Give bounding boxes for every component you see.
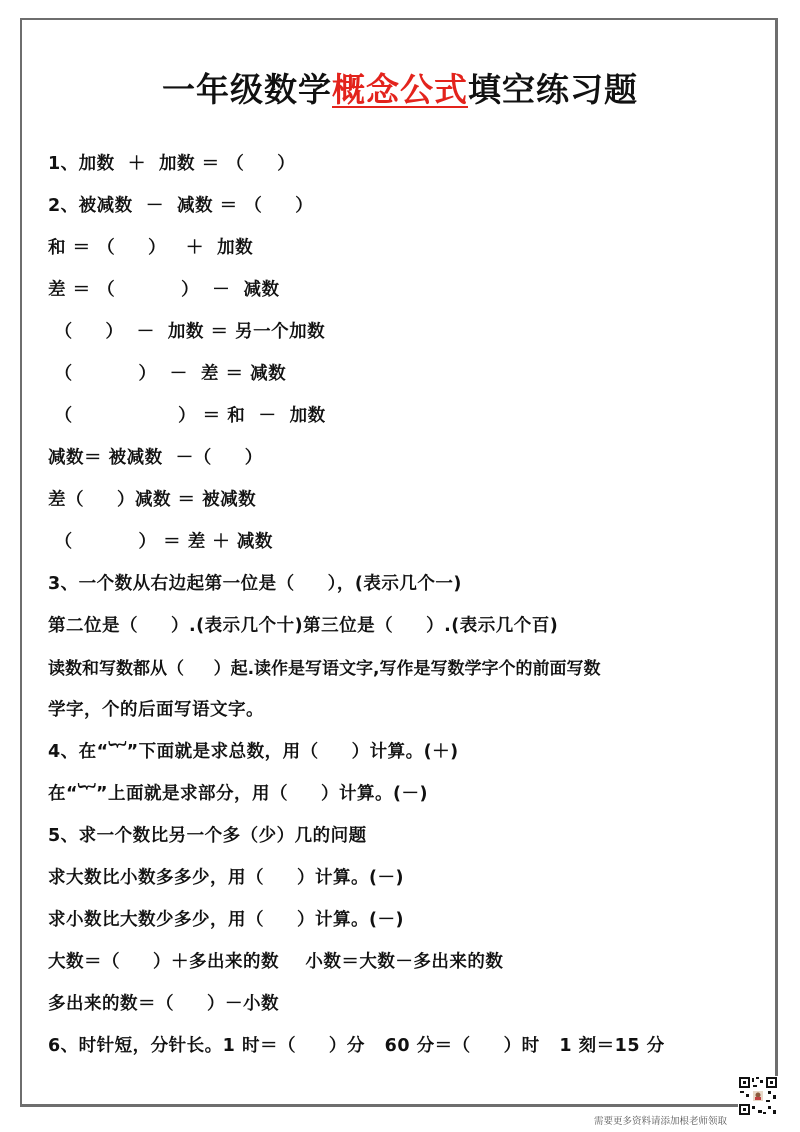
exercise-line: 减数＝ 被减数 －（ ） <box>48 448 263 468</box>
exercise-line: （ ） － 加数 ＝ 另一个加数 <box>48 322 326 342</box>
title-part-2: 填空练习题 <box>468 70 638 109</box>
exercise-line: 多出来的数＝（ ）－小数 <box>48 994 279 1014</box>
exercise-line: 6、时针短，分针长。1 时＝（ ）分 60 分＝（ ）时 1 刻＝15 分 <box>48 1036 665 1056</box>
exercise-line: 求大数比小数多多少，用（ ）计算。(－) <box>48 868 404 888</box>
exercise-line: （ ） ＝ 和 － 加数 <box>48 406 326 426</box>
exercise-line: 和 ＝ （ ） ＋ 加数 <box>48 238 254 258</box>
title-part-1: 一年级数学 <box>162 70 332 109</box>
worksheet-title <box>0 64 800 111</box>
exercise-line: 大数＝（ ）＋多出来的数 小数＝大数－多出来的数 <box>48 952 504 972</box>
exercise-line: 3、一个数从右边起第一位是（ ），(表示几个一) <box>48 574 462 594</box>
exercise-line: 求小数比大数少多少，用（ ）计算。(－) <box>48 910 404 930</box>
exercise-line: 1、加数 ＋ 加数 ＝ （ ） <box>48 154 296 174</box>
exercise-line: 4、在“︸”下面就是求总数，用（ ）计算。(＋) <box>48 742 459 762</box>
exercise-line: 差 ＝ （ ） － 减数 <box>48 280 280 300</box>
exercise-line: 读数和写数都从（ ）起.读作是写语文字,写作是写数学字个的前面写数 <box>48 659 601 679</box>
title-highlight: 概念公式 <box>332 70 468 109</box>
exercise-line: 学字，个的后面写语文字。 <box>48 700 264 720</box>
exercise-line: 2、被减数 － 减数 ＝ （ ） <box>48 196 314 216</box>
exercise-line: 在“︸”上面就是求部分，用（ ）计算。(－) <box>48 784 428 804</box>
footer-note: 需要更多资料请添加根老师领取 <box>594 1116 728 1127</box>
page-border <box>20 18 778 1107</box>
exercise-line: 第二位是（ ）.(表示几个十)第三位是（ ）.(表示几个百) <box>48 616 559 636</box>
exercise-line: 差（ ）减数 ＝ 被减数 <box>48 490 257 510</box>
exercise-line: 5、求一个数比另一个多（少）几的问题 <box>48 826 367 846</box>
qr-code-icon <box>738 1076 778 1116</box>
exercise-line: （ ） － 差 ＝ 减数 <box>48 364 287 384</box>
exercise-line: （ ） ＝ 差 ＋ 减数 <box>48 532 273 552</box>
